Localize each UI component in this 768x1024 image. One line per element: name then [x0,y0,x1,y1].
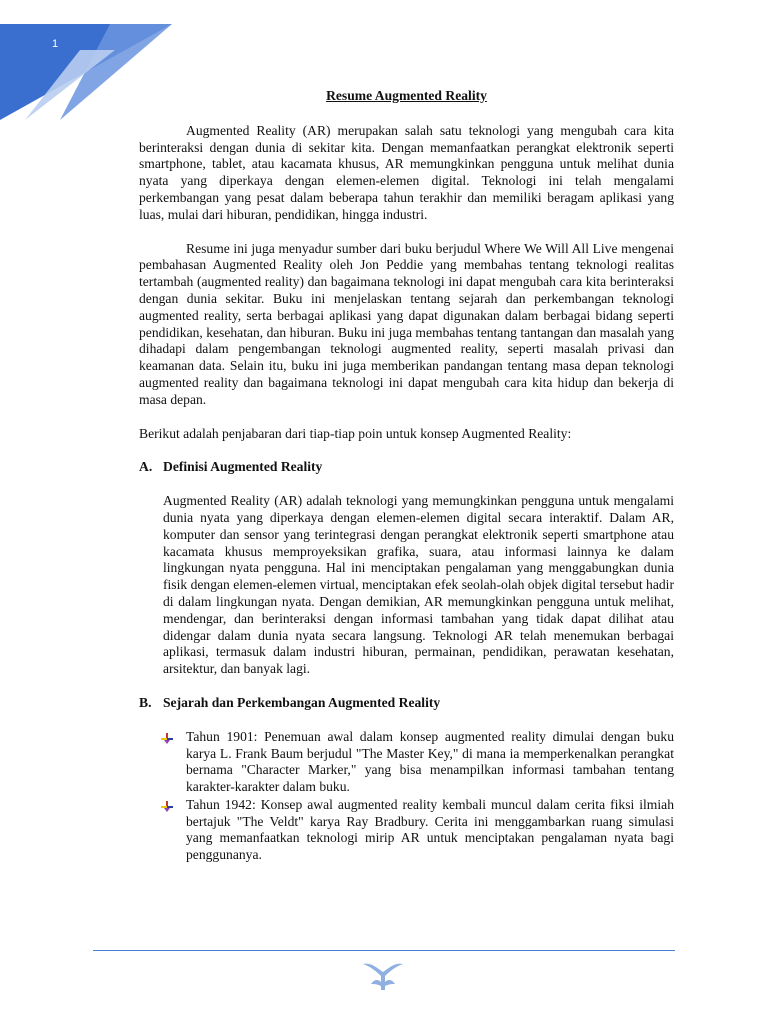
document-body [139,88,674,865]
section-heading-a [139,459,674,476]
outline-paragraph: Berikut adalah penjabaran dari tiap-tiap poin untuk konsep Augmented Reality: [139,425,572,441]
arrow-bullet-icon [161,729,186,749]
bullet-text: Tahun 1901: Penemuan awal dalam konsep augmented reality dimulai dengan buku karya L. Frank Baum berjudul "The Master Key," di mana ia memperkenalkan perangkat bernama "Character Marker," yang bisa menampilkan informasi tambahan tentang karakter-karakter dalam buku. [186,728,674,795]
section-letter: A. [139,459,153,475]
list-item [161,729,674,796]
source-paragraph: Resume ini juga menyadur sumber dari buku berjudul Where We Will All Live mengenai pembahasan Augmented Reality oleh Jon Peddie yang membahas tentang teknologi realitas tertambah (augmented reality) dan bagaimana teknologi ini dapat mengubah cara kita berinteraksi dengan dunia sekitar. Buku ini menjelaskan tentang sejarah dan perkembangan teknologi augmented reality, serta berbagai aplikasi yang dapat digunakan dalam berbagai bidang seperti pendidikan, kesehatan, dan hiburan. Buku ini juga membahas tentang tantangan dan masalah yang dihadapi dalam pengembangan teknologi augmented reality, seperti masalah privasi dan keamanan data. Selain itu, buku ini juga memberikan pandangan tentang masa depan teknologi augmented reality dan bagaimana teknologi ini dapat mengubah cara kita hidup dan bekerja di masa depan. [139,240,674,407]
document-title: Resume Augmented Reality [326,88,487,103]
intro-paragraph: Augmented Reality (AR) merupakan salah satu teknologi yang mengubah cara kita berinteraksi dengan dunia di sekitar kita. Dengan memanfaatkan perangkat elektronik seperti smartphone, tablet, atau kacamata khusus, AR memungkinkan pengguna untuk melihat dunia nyata yang diperkaya dengan elemen-elemen digital. Teknologi ini telah mengalami perkembangan yang pesat dalam beberapa tahun terakhir dan memiliki beragam aplikasi yang luas, mulai dari hiburan, pendidikan, hingga industri. [139,122,674,222]
page-number: 1 [52,38,59,50]
footer-divider [93,950,675,951]
arrow-bullet-icon [161,797,186,817]
section-a-body: Augmented Reality (AR) adalah teknologi yang memungkinkan pengguna untuk mengalami dunia nyata yang diperkaya dengan elemen-elemen digital secara interaktif. Dalam AR, komputer dan sensor yang terintegrasi dengan perangkat elektronik seperti smartphone atau kacamata khusus memproyeksikan grafika, suara, atau informasi lainnya ke dalam lingkungan nyata pengguna. Hal ini menciptakan pengalaman yang menggabungkan dunia fisik dengan elemen-elemen virtual, menciptakan efek seolah-olah objek digital tersebut hadir di dalam lingkungan nyata. Dengan demikian, AR memungkinkan pengguna untuk melihat, mendengar, dan berinteraksi dengan informasi tambahan yang tidak dapat dilihat atau didengar dalam dunia nyata secara langsung. Teknologi AR telah menemukan berbagai aplikasi, termasuk dalam industri hiburan, permainan, pendidikan, perawatan kesehatan, arsitektur, dan banyak lagi. [163,493,674,677]
history-bullet-list [161,729,674,864]
section-heading-text: Definisi Augmented Reality [163,459,323,475]
bullet-text: Tahun 1942: Konsep awal augmented reality kembali muncul dalam cerita fiksi ilmiah bertajuk "The Veldt" karya Ray Bradbury. Cerita ini menggambarkan ruang simulasi yang memanfaatkan teknologi mirip AR untuk menciptakan pengalaman nyata bagi penggunanya. [186,796,674,863]
list-item [161,797,674,864]
section-letter: B. [139,694,152,710]
section-heading-b [139,695,674,712]
section-heading-text: Sejarah dan Perkembangan Augmented Reality [163,694,441,710]
fleur-ornament-icon [361,960,405,994]
